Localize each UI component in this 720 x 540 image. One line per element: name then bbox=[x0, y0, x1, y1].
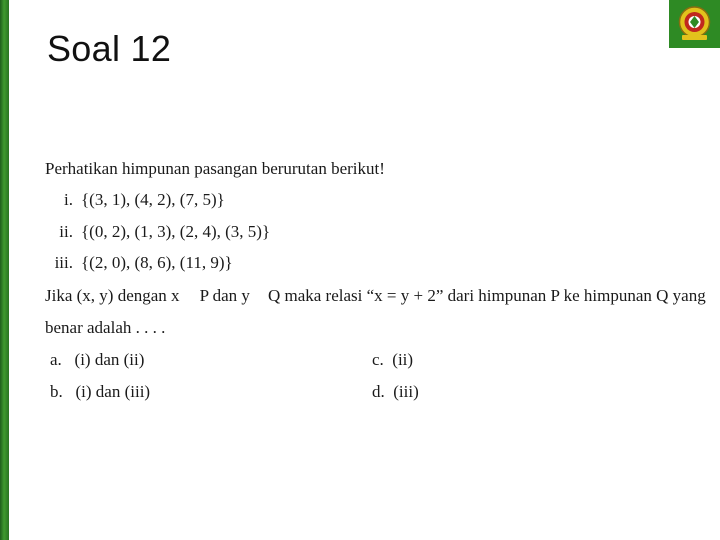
question-prompt-line-1 bbox=[45, 286, 706, 306]
option-c bbox=[372, 350, 413, 370]
option-a bbox=[50, 350, 144, 370]
question-prompt-line-2: benar adalah . . . . bbox=[45, 318, 166, 337]
left-accent-bar bbox=[0, 0, 9, 540]
option-d bbox=[372, 382, 419, 402]
set-text: {(3, 1), (4, 2), (7, 5)} bbox=[81, 190, 225, 209]
slide-title: Soal 12 bbox=[47, 28, 172, 69]
question-intro: Perhatikan himpunan pasangan berurutan berikut! bbox=[45, 159, 385, 178]
option-text: (i) dan (ii) bbox=[74, 350, 145, 369]
prompt-part-2: P dan y bbox=[199, 286, 250, 305]
option-text: (ii) bbox=[392, 350, 414, 369]
set-item bbox=[45, 190, 225, 210]
option-letter: a. bbox=[50, 350, 62, 369]
option-letter: b. bbox=[50, 382, 63, 401]
option-letter: d. bbox=[372, 382, 385, 401]
set-number: i. bbox=[64, 190, 73, 209]
set-item bbox=[45, 222, 270, 242]
option-b bbox=[50, 382, 150, 402]
option-text: (i) dan (iii) bbox=[75, 382, 151, 401]
set-number: ii. bbox=[59, 222, 73, 241]
option-text: (iii) bbox=[393, 382, 419, 401]
set-item bbox=[45, 253, 233, 273]
option-letter: c. bbox=[372, 350, 384, 369]
prompt-part-3: Q maka relasi “x = y + 2” dari himpunan P ke himpunan Q yang bbox=[267, 286, 706, 305]
set-number: iii. bbox=[54, 253, 73, 272]
prompt-part-1: Jika (x, y) dengan x bbox=[45, 286, 180, 305]
institution-emblem-icon bbox=[669, 0, 720, 48]
institution-logo bbox=[669, 0, 720, 48]
set-text: {(0, 2), (1, 3), (2, 4), (3, 5)} bbox=[81, 222, 271, 241]
set-text: {(2, 0), (8, 6), (11, 9)} bbox=[81, 253, 233, 272]
